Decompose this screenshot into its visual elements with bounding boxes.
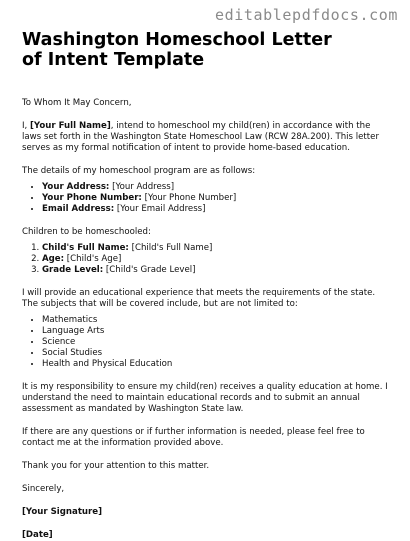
subjects-intro: I will provide an educational experience that meets the requirements of the state. The subjects that will be covered include, but are not limited to:	[22, 288, 376, 309]
salutation: To Whom It May Concern,	[22, 98, 132, 108]
subject-item: • Science	[42, 337, 392, 348]
children-list	[22, 243, 392, 276]
subject-item: • Language Arts	[42, 326, 392, 337]
details-item	[42, 204, 392, 215]
signature-text: [Your Signature]	[22, 507, 103, 517]
document-title: Washington Homeschool Letter of Intent Template	[22, 30, 332, 70]
questions-paragraph: If there are any questions or if further information is needed, please feel free to contact me at the information provided above.	[22, 427, 365, 448]
details-list	[22, 182, 392, 215]
date-text: [Date]	[22, 530, 53, 540]
intro-pre: I,	[22, 121, 30, 131]
children-value: [Child's Age]	[64, 254, 122, 264]
intro-paragraph	[22, 121, 392, 154]
subject-item: • Social Studies	[42, 348, 392, 359]
children-label: Child's Full Name:	[42, 243, 129, 253]
date-placeholder	[22, 530, 392, 541]
responsibility-paragraph: It is my responsibility to ensure my child(ren) receives a quality education at home. I understand the need to maintain educational records and to submit an annual assessment as mandated by Washington State law.	[22, 382, 388, 414]
children-item	[42, 265, 392, 276]
children-value: [Child's Full Name]	[128, 243, 213, 253]
closing: Sincerely,	[22, 484, 65, 494]
details-value: [Your Address]	[109, 182, 175, 192]
children-label: Grade Level:	[42, 265, 104, 275]
intro-name-placeholder: [Your Full Name]	[30, 121, 111, 131]
details-label: Email Address:	[42, 204, 115, 214]
subject-item: • Health and Physical Education	[42, 359, 392, 370]
details-item	[42, 182, 392, 193]
children-item	[42, 243, 392, 254]
intro-post: , intend to homeschool my child(ren) in accordance with the laws set forth in the Washington State Homeschool Law (RCW 28A.200). This letter serves as my formal notification of intent to provide home-based education.	[22, 121, 379, 153]
details-value: [Your Email Address]	[114, 204, 206, 214]
children-item	[42, 254, 392, 265]
signature-placeholder	[22, 507, 392, 518]
thanks-paragraph: Thank you for your attention to this matter.	[22, 461, 210, 471]
details-label: Your Phone Number:	[42, 193, 142, 203]
children-value: [Child's Grade Level]	[103, 265, 196, 275]
details-heading: The details of my homeschool program are as follows:	[22, 166, 256, 176]
children-heading: Children to be homeschooled:	[22, 227, 151, 237]
details-label: Your Address:	[42, 182, 110, 192]
details-item	[42, 193, 392, 204]
details-value: [Your Phone Number]	[141, 193, 237, 203]
site-watermark: editablepdfdocs.com	[215, 6, 398, 24]
children-label: Age:	[42, 254, 65, 264]
subject-item: • Mathematics	[42, 315, 392, 326]
subjects-list	[22, 315, 392, 370]
